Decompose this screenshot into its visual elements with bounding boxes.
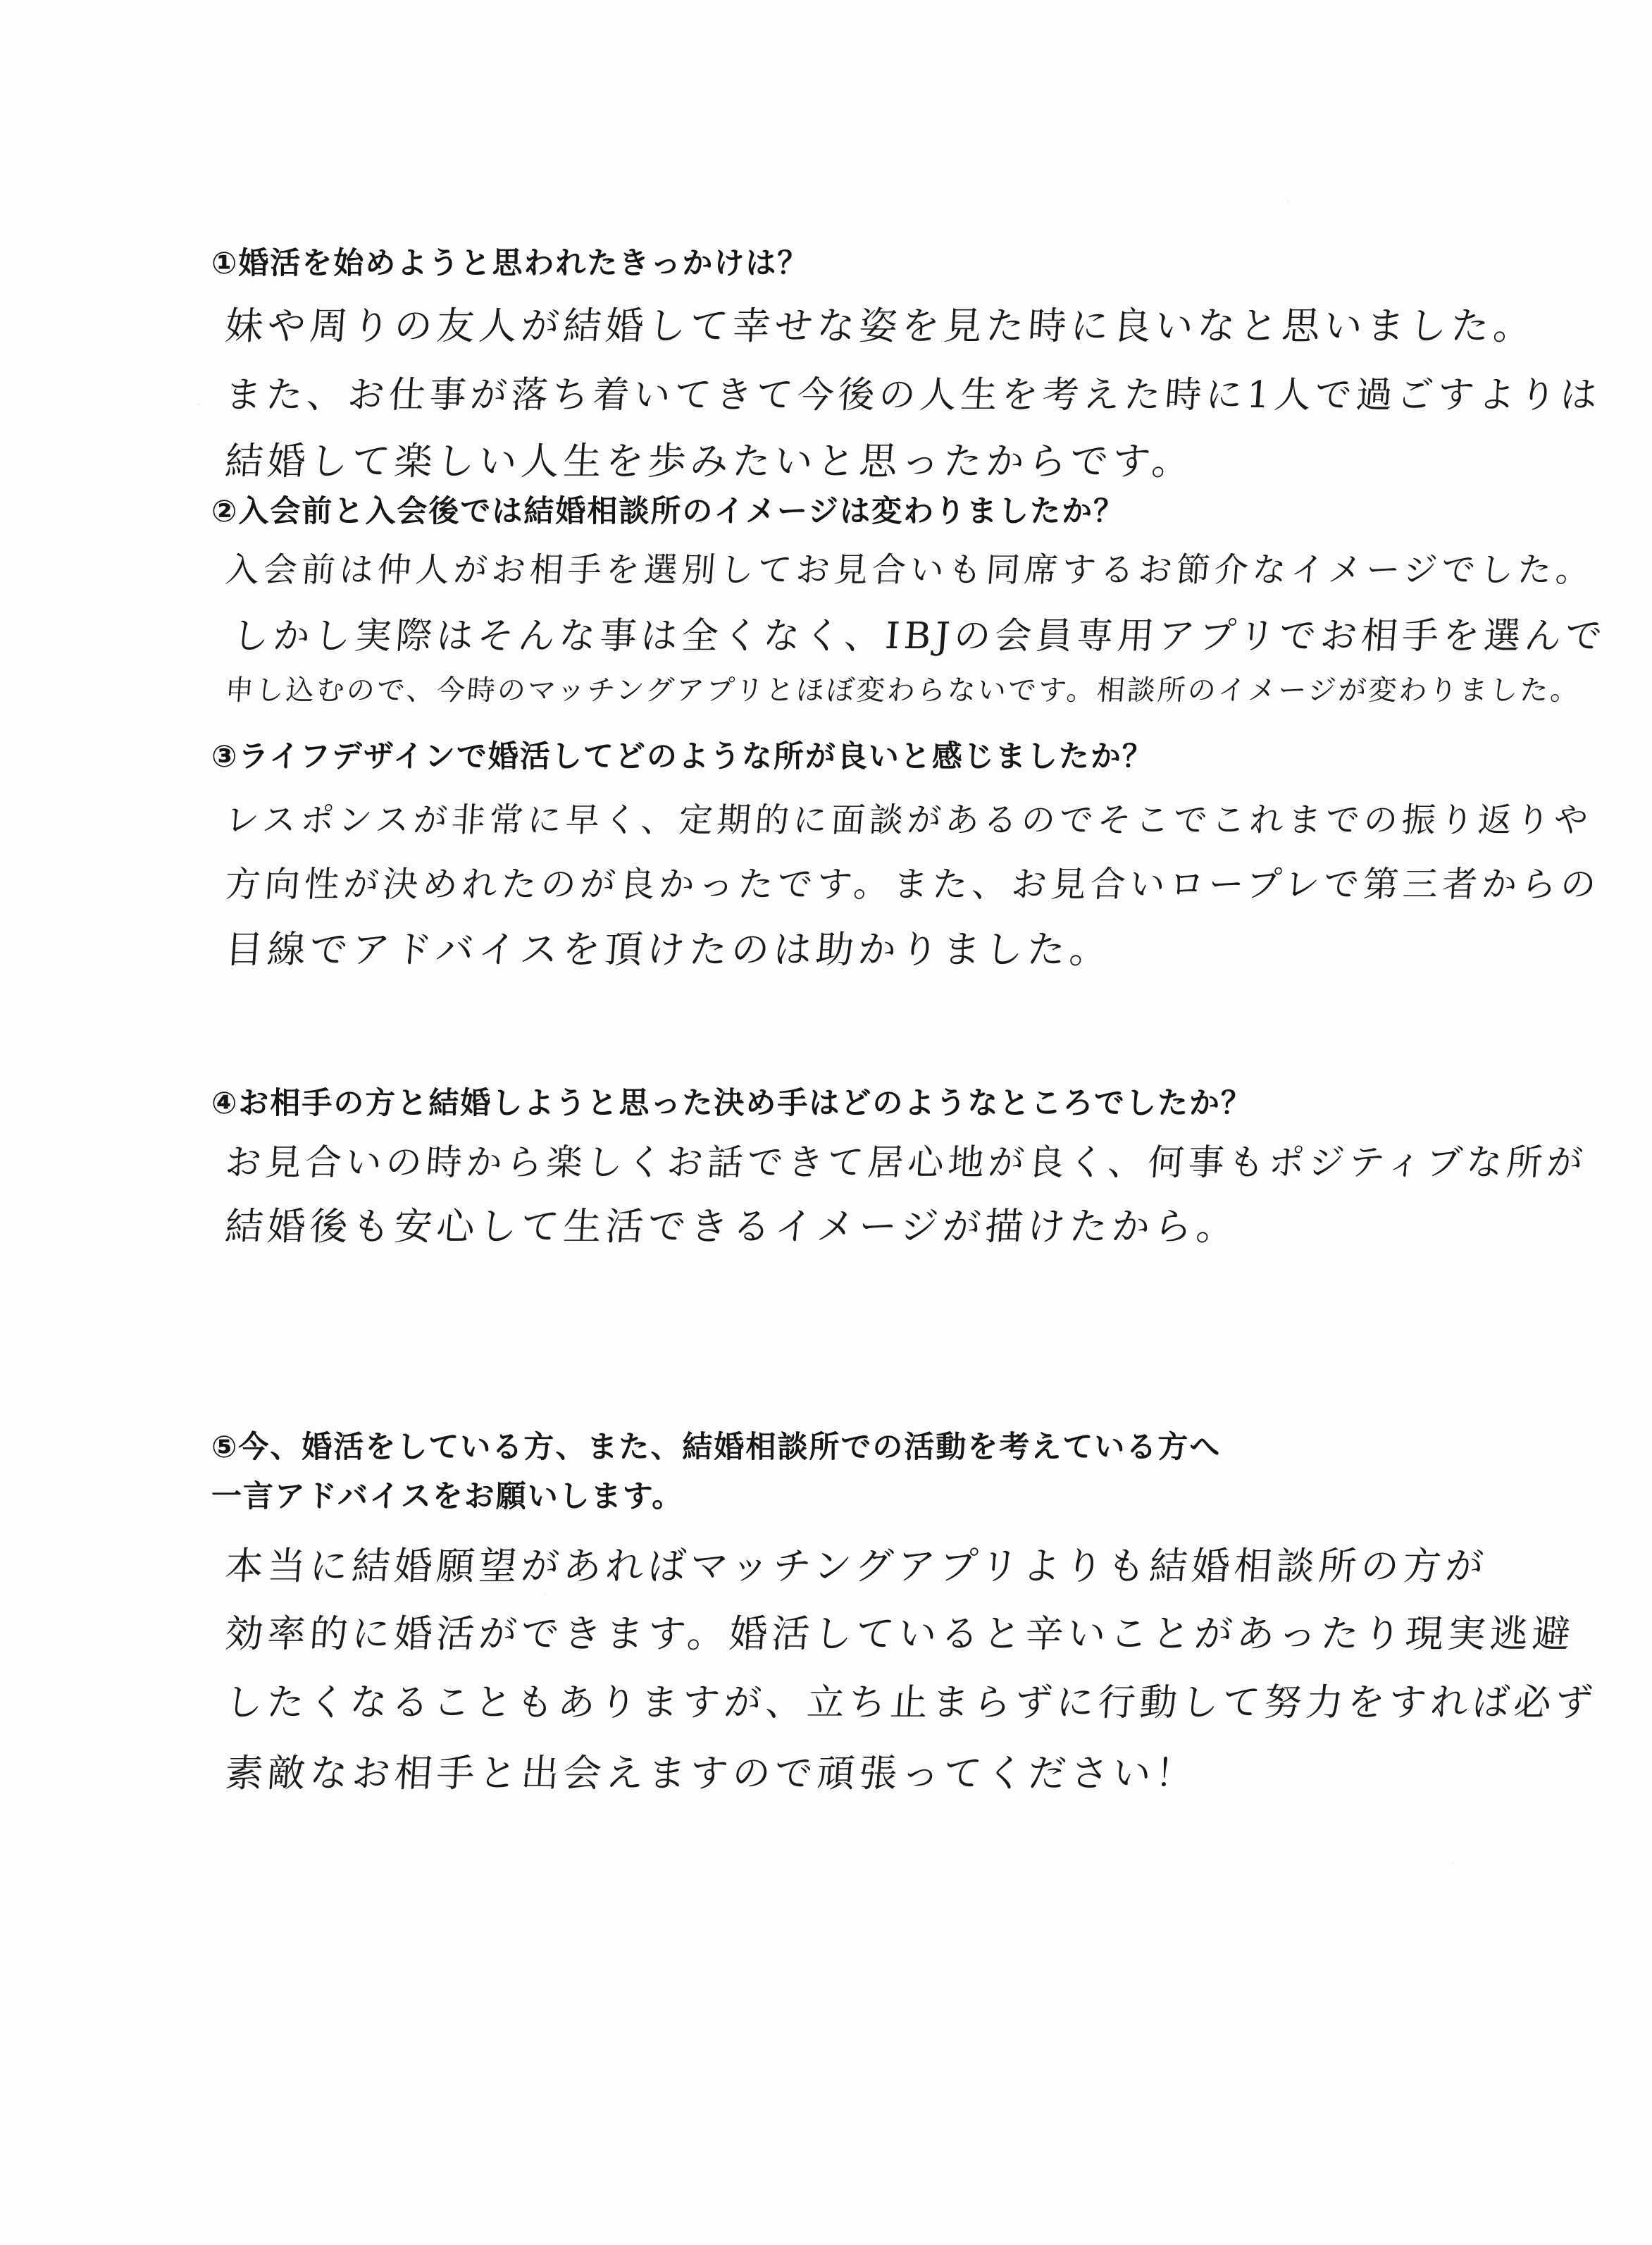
question-2: ②入会前と入会後では結婚相談所のイメージは変わりましたか？ xyxy=(211,494,1126,529)
question-5-line-2: 一言アドバイスをお願いします。 xyxy=(211,1479,684,1514)
question-4: ④お相手の方と結婚しようと思った決め手はどのようなところでしたか？ xyxy=(211,1086,1253,1121)
answer-5-line-1: 本当に結婚願望があればマッチングアプリよりも結婚相談所の方が xyxy=(223,1544,1489,1588)
answer-1-line-1: 妹や周りの友人が結婚して幸せな姿を見た時に良いなと思いました。 xyxy=(223,304,1537,348)
answer-1-line-3: 結婚して楽しい人生を歩みたいと思ったからです。 xyxy=(223,439,1196,483)
answer-2-line-2: しかし実際はそんな事は全くなく、IBJの会員専用アプリでお相手を選んで xyxy=(230,615,1608,657)
question-3: ③ライフデザインで婚活してどのような所が良いと感じましたか？ xyxy=(211,739,1154,774)
answer-3-line-3: 目線でアドバイスを頂けたのは助かりました。 xyxy=(223,927,1114,972)
answer-2-line-3: 申し込むので、今時のマッチングアプリとほぼ変わらないです。相談所のイメージが変わりました。 xyxy=(224,674,1582,707)
question-1: ①婚活を始めようと思われたきっかけは？ xyxy=(211,246,809,281)
answer-3-line-1: レスポンスが非常に早く、定期的に面談があるのでそこでこれまでの振り返りや xyxy=(223,800,1594,840)
answer-5-line-2: 効率的に婚活ができます。婚活していると辛いことがあったり現実逃避 xyxy=(223,1612,1577,1656)
answer-2-line-1: 入会前は仲人がお相手を選別してお見合いも同席するお節介なイメージでした。 xyxy=(223,550,1596,590)
answer-4-line-1: お見合いの時から楽しくお話できて居心地が良く、何事もポジティブな所が xyxy=(223,1142,1589,1184)
question-5-line-1: ⑤今、婚活をしている方、また、結婚相談所での活動を考えている方へ xyxy=(211,1430,1222,1465)
answer-1-line-2: また、お仕事が落ち着いてきて今後の人生を考えた時に1人で過ごすよりは xyxy=(223,374,1603,416)
answer-5-line-4: 素敵なお相手と出会えますので頑張ってください！ xyxy=(223,1751,1199,1795)
answer-3-line-2: 方向性が決めれたのが良かったです。また、お見合いロープレで第三者からの xyxy=(223,864,1602,905)
answer-5-line-3: したくなることもありますが、立ち止まらずに行動して努力をすれば必ず xyxy=(223,1681,1598,1724)
answer-4-line-2: 結婚後も安心して生活できるイメージが描けたから。 xyxy=(223,1204,1241,1249)
